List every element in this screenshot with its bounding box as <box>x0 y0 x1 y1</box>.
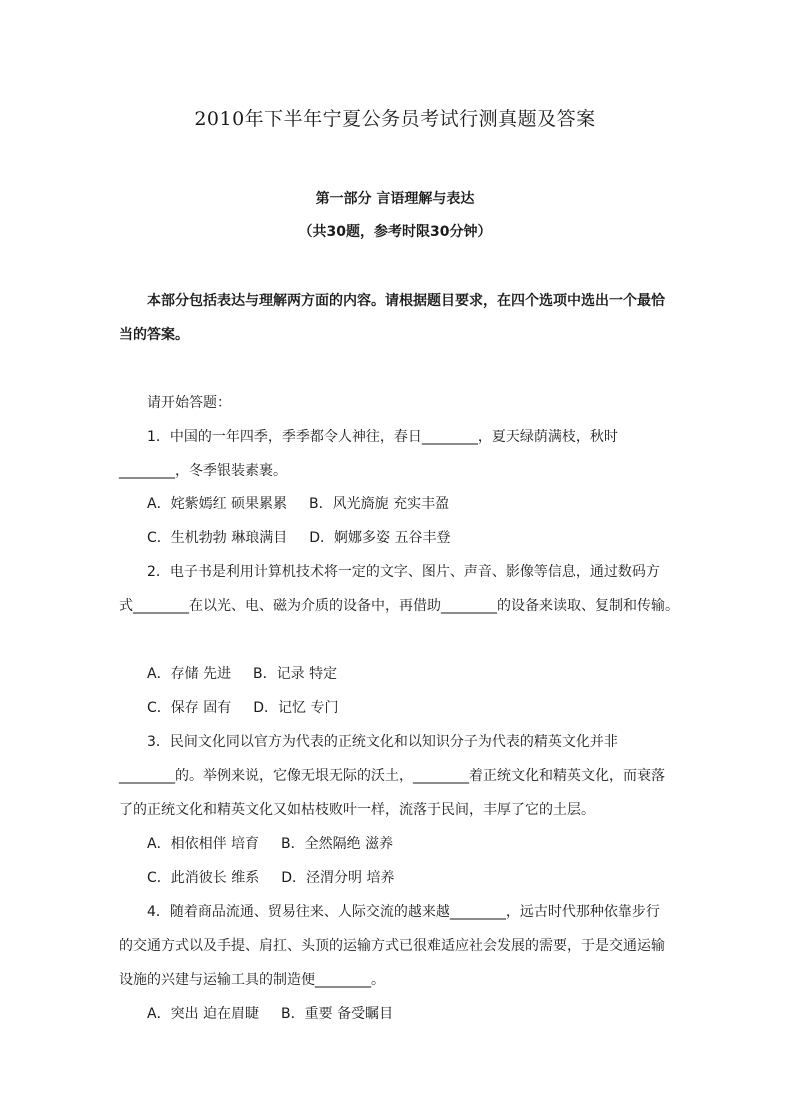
q1-option-d: D．婀娜多姿 五谷丰登 <box>309 530 451 546</box>
document-title: 2010年下半年宁夏公务员考试行测真题及答案 <box>194 108 596 130</box>
q1-option-c: C．生机勃勃 琳琅满目 <box>147 530 288 546</box>
q3-option-a: A．相依相伴 培育 <box>147 836 260 852</box>
q1-options-ab <box>147 494 449 514</box>
q3-options-ab <box>147 834 393 854</box>
q3-stem-line2: ________的。举例来说，它像无垠无际的沃土，________着正统文化和精英文化，而衰落 <box>119 768 665 784</box>
q4-options-ab <box>147 1004 393 1024</box>
q2-option-d: D．记忆 专门 <box>253 700 339 716</box>
q3-stem-line3: 了的正统文化和精英文化又如枯枝败叶一样，流落于民间，丰厚了它的土层。 <box>119 802 595 818</box>
q2-option-b: B．记录 特定 <box>253 666 338 682</box>
q4-option-a: A．突出 迫在眉睫 <box>147 1006 260 1022</box>
q2-option-c: C．保存 固有 <box>147 700 232 716</box>
q1-stem-line2: ________，冬季银装素裹。 <box>119 463 287 479</box>
q3-option-b: B．全然隔绝 滋养 <box>281 836 394 852</box>
part-instructions: 本部分包括表达与理解两方面的内容。请根据题目要求，在四个选项中选出一个最恰当的答案。 <box>119 293 665 343</box>
q2-options-cd <box>147 698 338 718</box>
q3-option-c: C．此消彼长 维系 <box>147 870 260 886</box>
part-note: （共30题，参考时限30分钟） <box>298 224 492 240</box>
q4-stem-line1: 4．随着商品流通、贸易往来、人际交流的越来越________，远古时代那种依靠步行 <box>147 904 660 920</box>
q4-stem-line3: 设施的兴建与运输工具的制造便________。 <box>119 972 385 988</box>
q2-stem-line2: 式________在以光、电、磁为介质的设备中，再借助________的设备来读取、复制和传输。 <box>119 598 679 614</box>
q4-stem-line2: 的交通方式以及手提、肩扛、头顶的运输方式已很难适应社会发展的需要，于是交通运输 <box>119 938 665 954</box>
q3-options-cd <box>147 868 394 888</box>
q4-option-b: B．重要 备受瞩目 <box>281 1006 394 1022</box>
q2-options-ab <box>147 664 337 684</box>
q3-option-d: D．泾渭分明 培养 <box>281 870 395 886</box>
q2-stem-line1: 2．电子书是利用计算机技术将一定的文字、图片、声音、影像等信息，通过数码方 <box>147 564 660 580</box>
start-prompt: 请开始答题： <box>147 395 231 411</box>
q1-options-cd <box>147 528 450 548</box>
q1-option-b: B．风光旖旎 充实丰盈 <box>309 496 450 512</box>
q2-option-a: A．存储 先进 <box>147 666 232 682</box>
q1-stem-line1: 1．中国的一年四季，季季都令人神往，春日________，夏天绿荫满枝，秋时 <box>147 429 618 445</box>
part-title: 第一部分 言语理解与表达 <box>315 191 475 207</box>
q1-option-a: A．姹紫嫣红 硕果累累 <box>147 496 288 512</box>
q3-stem-line1: 3．民间文化同以官方为代表的正统文化和以知识分子为代表的精英文化并非 <box>147 734 618 750</box>
